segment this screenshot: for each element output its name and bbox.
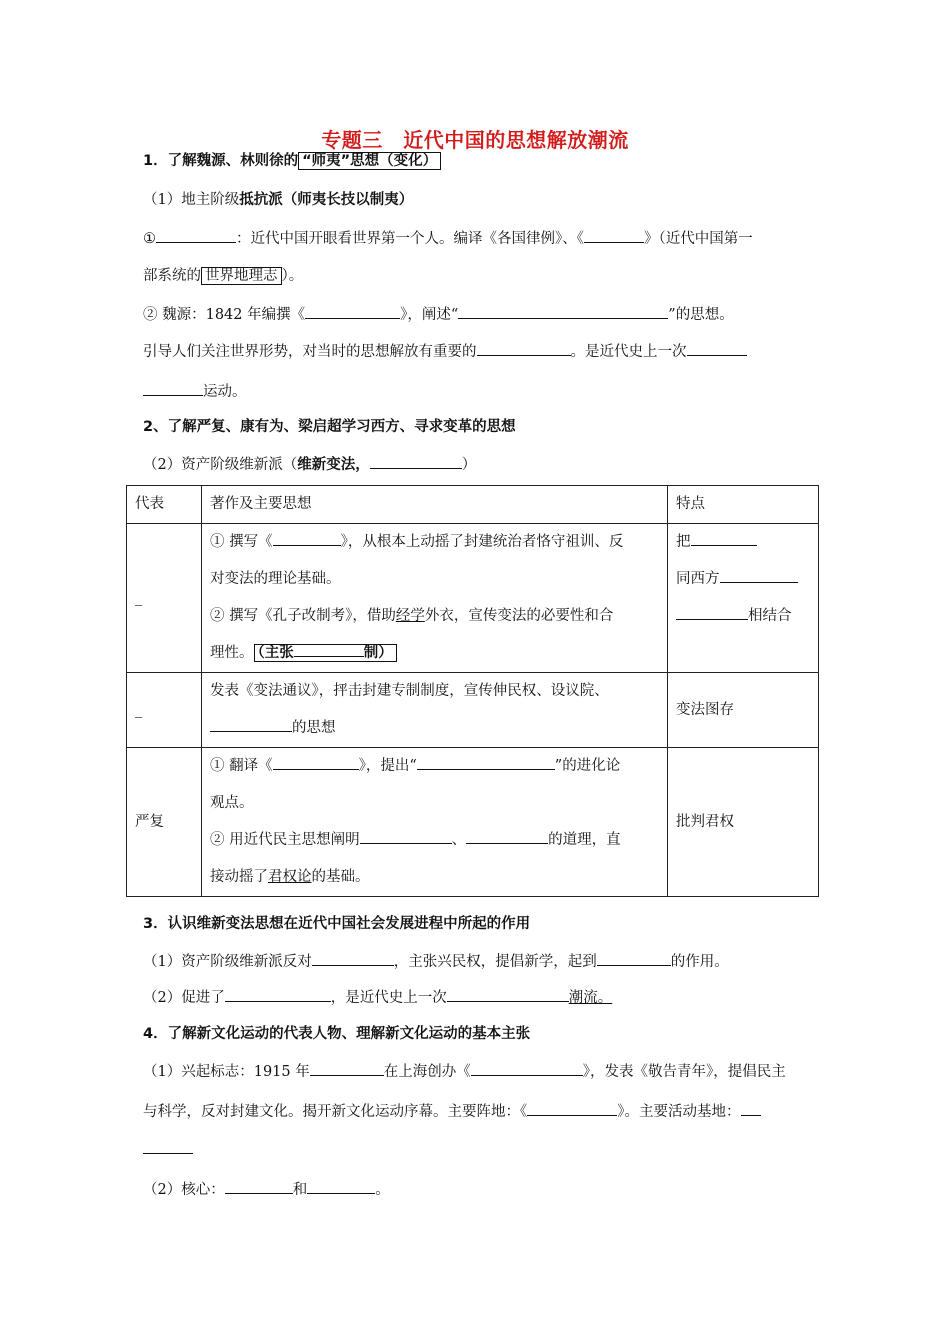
header-rep: 代表 [127, 486, 202, 524]
row1-works: ① 撰写《 》，从根本上动摇了封建统治者恪守祖训、反 对变法的理论基础。 ② 撰写《孔子改制考》，借助经学外衣，宣传变法的必要性和合 理性。 （主张 制） [202, 524, 668, 673]
boxed-term-geography: 世界地理志 [201, 267, 282, 285]
fill-blank[interactable] [691, 530, 757, 546]
row3-works: ① 翻译《 》，提出“ ”的进化论 观点。 ② 用近代民主思想阐明 、 的道理，直 接动摇了君权论的基础。 [202, 748, 668, 897]
fill-blank[interactable] [720, 567, 798, 583]
fill-blank[interactable] [370, 453, 462, 469]
fill-blank[interactable] [360, 828, 452, 844]
fill-blank[interactable] [273, 754, 359, 770]
fill-blank[interactable] [307, 1178, 375, 1194]
s1-line-2: 部系统的 世界地理志 ）。 [143, 268, 304, 284]
boxed-claim: （主张 制） [254, 644, 397, 662]
s4-line-4: （2）核心： 和 。 [143, 1178, 390, 1200]
fill-blank[interactable] [310, 1060, 384, 1076]
section-2-heading: 2、了解严复、康有为、梁启超学习西方、寻求变革的思想 [143, 419, 516, 435]
table-row [127, 673, 819, 748]
header-features: 特点 [668, 486, 819, 524]
section-3-heading: 3．认识维新变法思想在近代中国社会发展进程中所起的作用 [143, 916, 531, 932]
table-row [127, 524, 819, 673]
row3-rep: 严复 [127, 748, 202, 897]
row1-rep: _ [127, 524, 202, 673]
header-works: 著作及主要思想 [202, 486, 668, 524]
fill-blank[interactable] [294, 641, 364, 657]
row2-works: 发表《变法通议》，抨击封建专制制度，宣传伸民权、设议院、 的思想 [202, 673, 668, 748]
fill-blank[interactable] [676, 604, 748, 620]
section-1-sub-1: （1）地主阶级抵抗派（师夷长技以制夷） [143, 192, 414, 208]
fill-blank[interactable] [143, 380, 203, 396]
s4-line-3 [143, 1138, 193, 1160]
fill-blank[interactable] [471, 1060, 583, 1076]
s1-line-1: ① ：近代中国开眼看世界第一个人。编译《各国律例》、《 》（近代中国第一 [143, 227, 753, 249]
section-1-heading: 1．了解魏源、林则徐的 “师夷”思想（变化） [143, 151, 441, 171]
boxed-term-shiyi: “师夷”思想（变化） [298, 152, 441, 170]
fill-blank[interactable] [687, 340, 747, 356]
s3-line-2: （2）促进了 ，是近代史上一次 潮流。 [143, 986, 612, 1008]
row2-rep: _ [127, 673, 202, 748]
fill-blank[interactable] [210, 716, 292, 732]
fill-blank[interactable] [225, 986, 331, 1002]
s1-line-4: 引导人们关注世界形势，对当时的思想解放有重要的 。是近代史上一次 [143, 340, 747, 362]
fill-blank[interactable] [597, 950, 671, 966]
row1-features: 把 同西方 相结合 [668, 524, 819, 673]
page-title: 专题三 近代中国的思想解放潮流 [321, 128, 629, 152]
row3-features: 批判君权 [668, 748, 819, 897]
fill-blank[interactable] [466, 828, 548, 844]
fill-blank[interactable] [584, 227, 644, 243]
fill-blank[interactable] [225, 1178, 293, 1194]
fill-blank[interactable] [417, 754, 555, 770]
fill-blank[interactable] [273, 530, 341, 546]
fill-blank[interactable] [447, 986, 569, 1002]
s1-line-3: ② 魏源：1842 年编撰《 》，阐述“ ”的思想。 [143, 303, 734, 325]
fill-blank[interactable] [527, 1100, 617, 1116]
fill-blank[interactable] [305, 303, 400, 319]
section-4-heading: 4．了解新文化运动的代表人物、理解新文化运动的基本主张 [143, 1026, 531, 1042]
table-header-row [127, 486, 819, 524]
s4-line-2: 与科学，反对封建文化。揭开新文化运动序幕。主要阵地：《 》。主要活动基地： [143, 1100, 761, 1122]
section-2-sub: （2）资产阶级维新派（维新变法， ） [143, 453, 476, 475]
fill-blank[interactable] [312, 950, 394, 966]
fill-blank[interactable] [143, 1138, 193, 1154]
s4-line-1: （1）兴起标志：1915 年 在上海创办《 》，发表《敬告青年》，提倡民主 [143, 1060, 786, 1082]
table-row [127, 748, 819, 897]
s3-line-1: （1）资产阶级维新派反对 ，主张兴民权，提倡新学，起到 的作用。 [143, 950, 729, 972]
fill-blank[interactable] [741, 1100, 761, 1116]
fill-blank[interactable] [477, 340, 571, 356]
s1-line-5: 运动。 [143, 380, 247, 402]
fill-blank[interactable] [156, 227, 236, 243]
reformers-table [126, 485, 819, 897]
row2-features: 变法图存 [668, 673, 819, 748]
fill-blank[interactable] [458, 303, 668, 319]
